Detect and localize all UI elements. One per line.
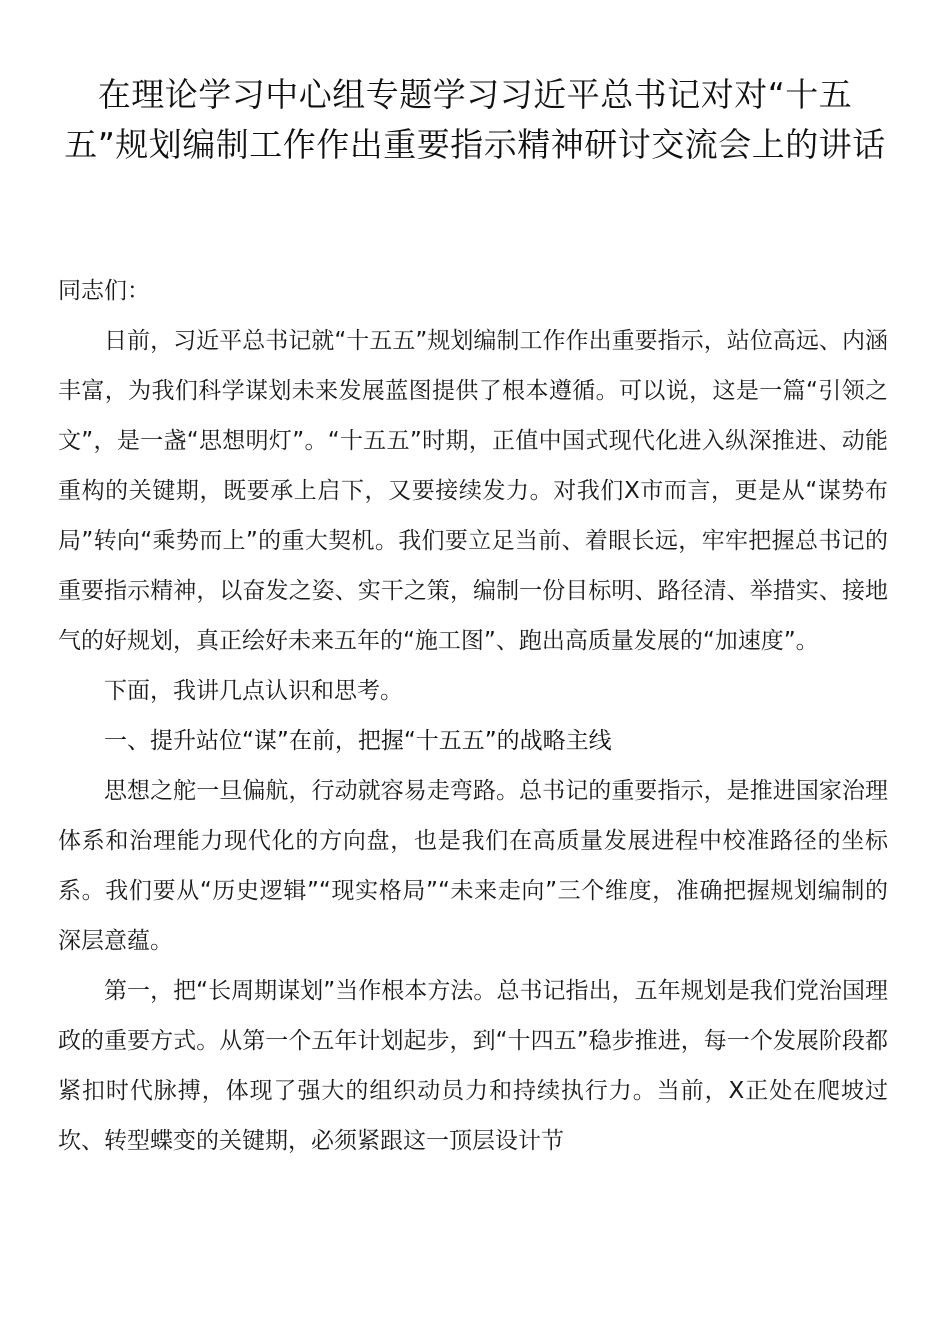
document-title: 在理论学习中心组专题学习习近平总书记对对“十五五”规划编制工作作出重要指示精神研讨交流会上的讲话 [64,75,886,164]
document-body [58,266,888,1166]
salutation: 同志们： [58,278,150,304]
paragraph-section-2: 第一，把“长周期谋划”当作根本方法。总书记指出，五年规划是我们党治国理政的重要方式。从第一个五年计划起步，到“十四五”稳步推进，每一个发展阶段都紧扣时代脉搏，体现了强大的组织动员力和持续执行力。当前，X正处在爬坡过坎、转型蝶变的关键期，必须紧跟这一顶层设计节 [58,978,888,1154]
paragraph-transition: 下面，我讲几点认识和思考。 [104,678,403,704]
paragraph-intro: 日前，习近平总书记就“十五五”规划编制工作作出重要指示，站位高远、内涵丰富，为我们科学谋划未来发展蓝图提供了根本遵循。可以说，这是一篇“引领之文”，是一盏“思想明灯”。“十五五”时期，正值中国式现代化进入纵深推进、动能重构的关键期，既要承上启下，又要接续发力。对我们X市而言，更是从“谋势布局”转向“乘势而上”的重大契机。我们要立足当前、着眼长远，牢牢把握总书记的重要指示精神，以奋发之姿、实干之策，编制一份目标明、路径清、举措实、接地气的好规划，真正绘好未来五年的“施工图”、跑出高质量发展的“加速度”。 [58,328,888,654]
paragraph-section-1: 思想之舵一旦偏航，行动就容易走弯路。总书记的重要指示，是推进国家治理体系和治理能力现代化的方向盘，也是我们在高质量发展进程中校准路径的坐标系。我们要从“历史逻辑”“现实格局”“未来走向”三个维度，准确把握规划编制的深层意蕴。 [58,778,888,954]
section-heading: 一、提升站位“谋”在前，把握“十五五”的战略主线 [104,728,612,754]
